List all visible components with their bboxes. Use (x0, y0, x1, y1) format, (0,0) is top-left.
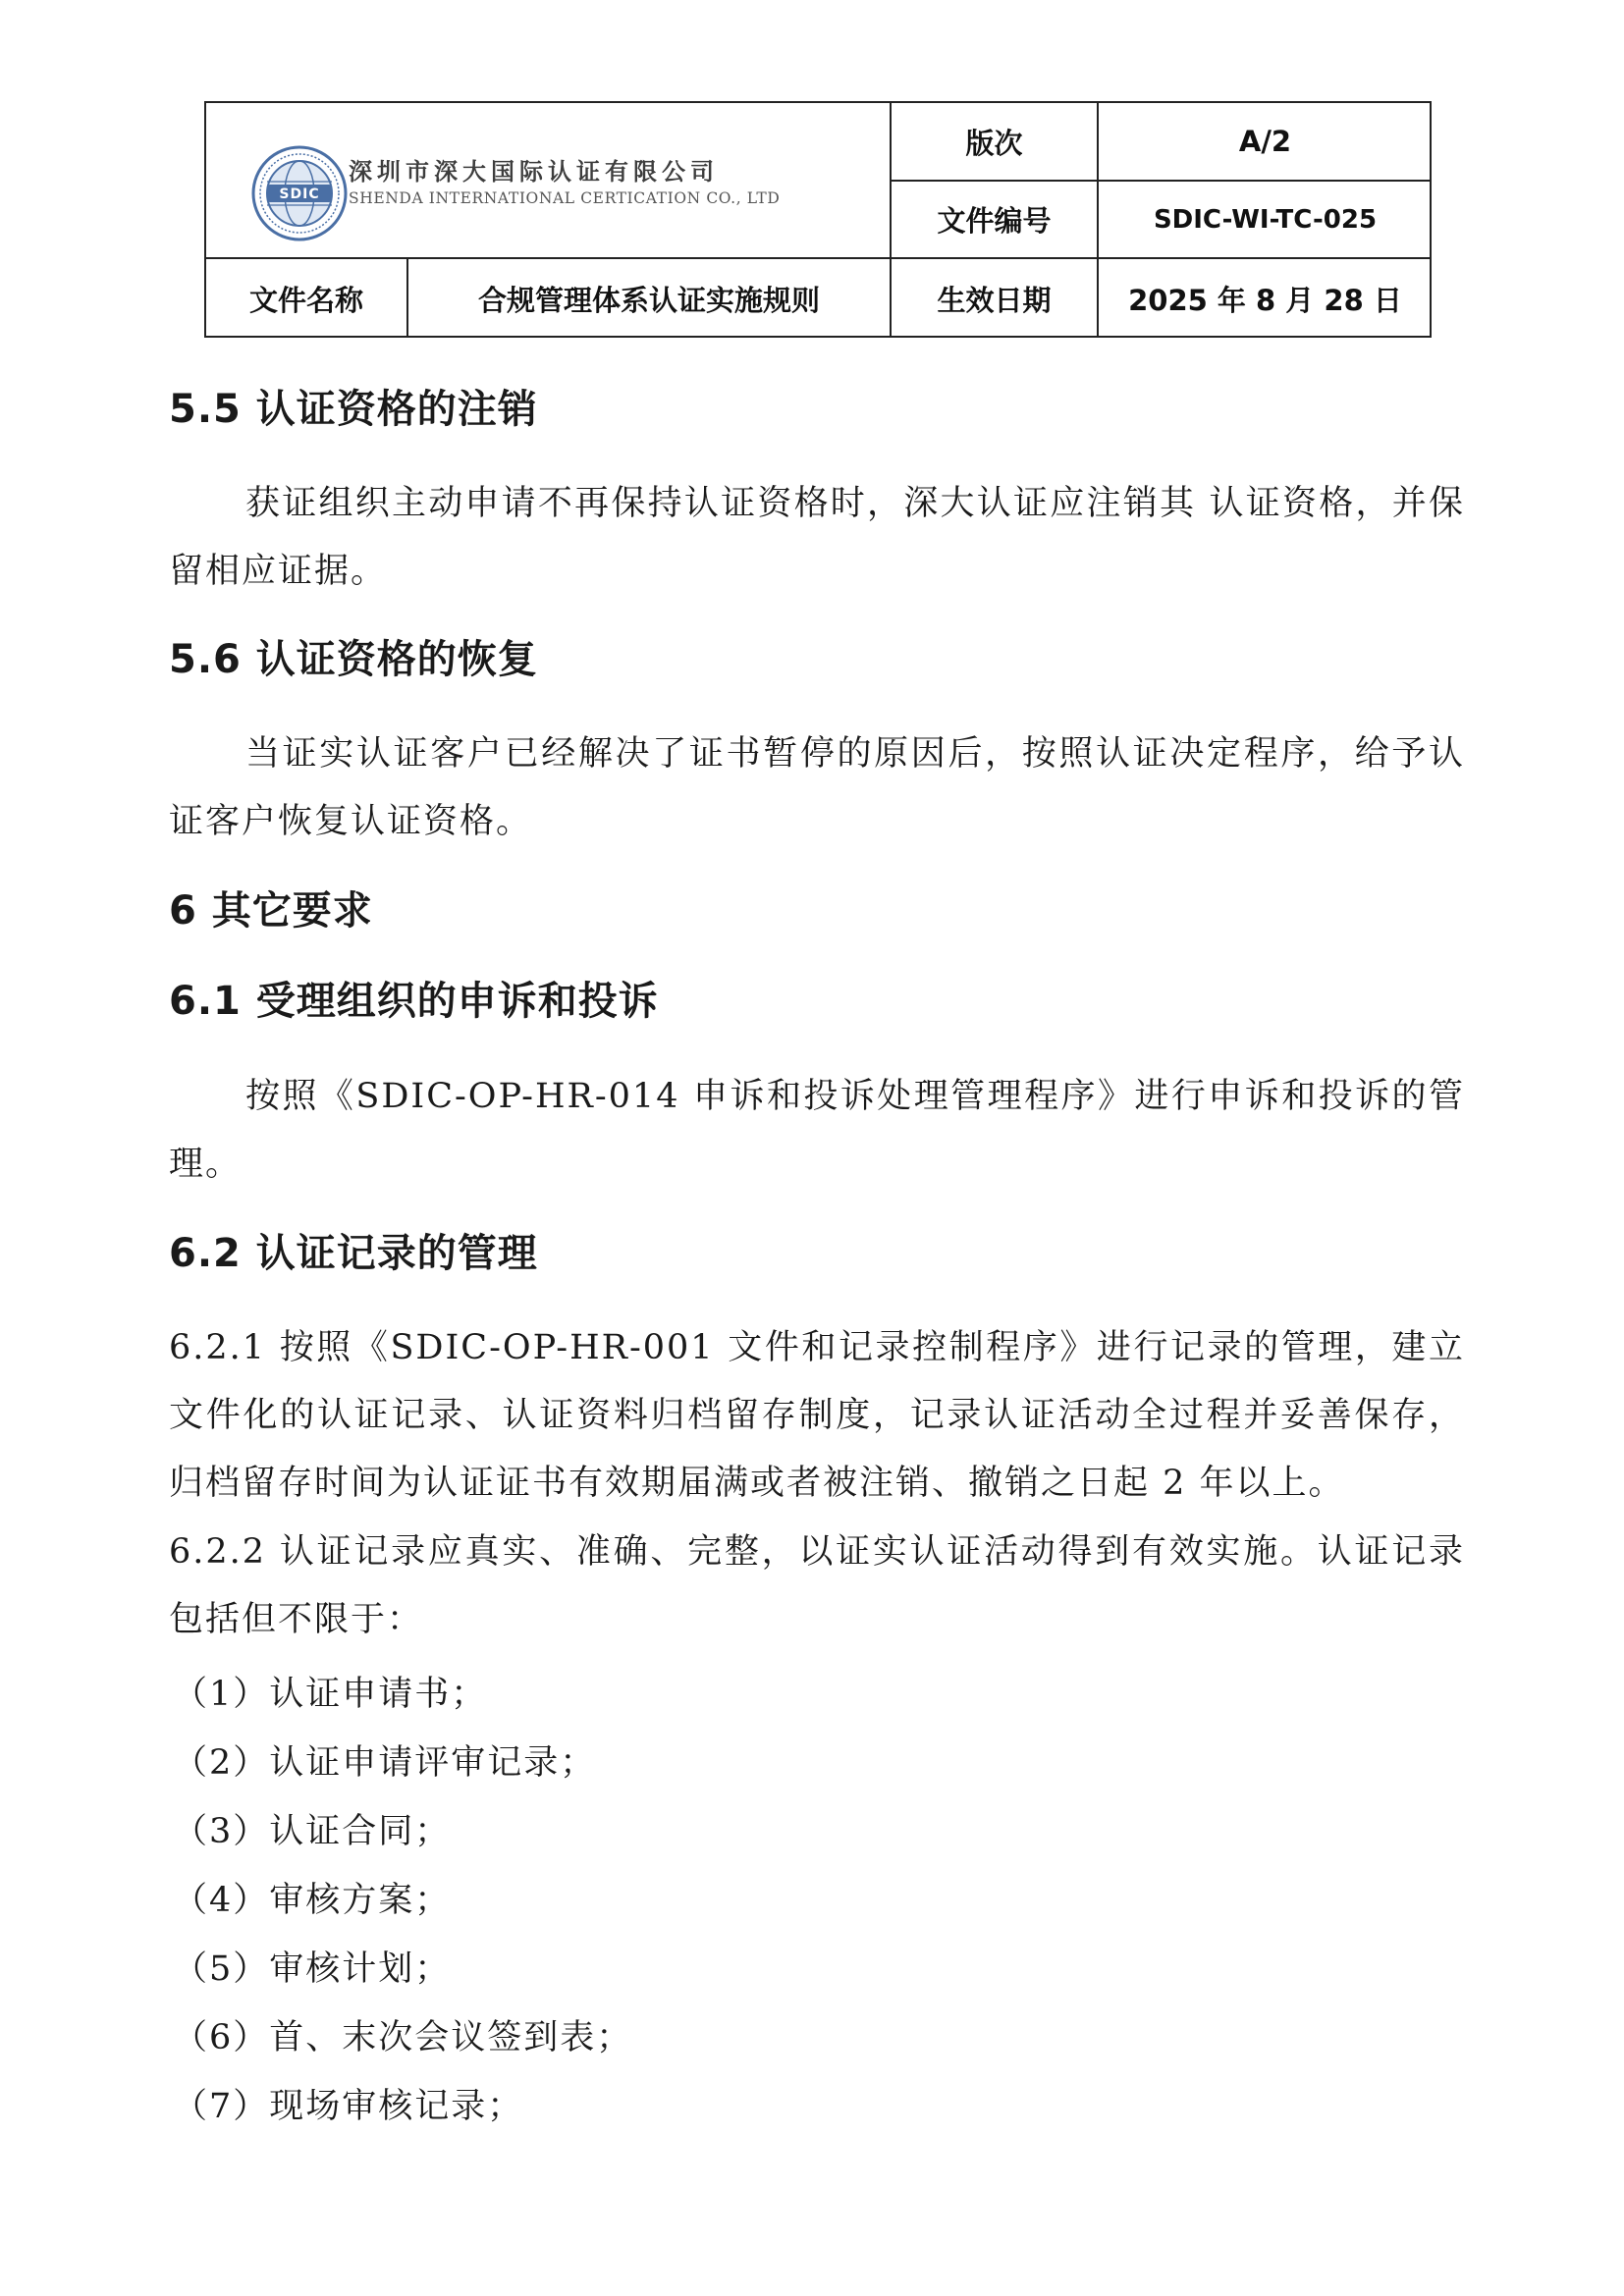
section-6-1-paragraph: 按照《SDIC-OP-HR-014 申诉和投诉处理管理程序》进行申诉和投诉的管理。 (169, 1077, 1465, 1184)
company-name-en: SHENDA INTERNATIONAL CERTICATION CO., LTD (349, 189, 781, 207)
company-logo (206, 103, 892, 257)
section-6-title: 6 其它要求 (169, 888, 373, 934)
section-6-2-2-paragraph: 6.2.2 认证记录应真实、准确、完整，以证实认证活动得到有效实施。认证记录包括但不限于： (169, 1532, 1465, 1639)
section-5-6-title: 5.6 认证资格的恢复 (169, 637, 538, 682)
doc-name-label: 文件名称 (248, 283, 363, 317)
section-6-1-title: 6.1 受理组织的申诉和投诉 (169, 979, 659, 1024)
doc-number-value: SDIC-WI-TC-025 (1153, 204, 1378, 235)
section-5-5-paragraph: 获证组织主动申请不再保持认证资格时，深大认证应注销其 认证资格，并保留相应证据。 (169, 484, 1465, 591)
list-item: （2）认证申请评审记录； (173, 1743, 597, 1783)
section-5-5-title: 5.5 认证资格的注销 (169, 387, 538, 432)
section-6-2-1-paragraph: 6.2.1 按照《SDIC-OP-HR-001 文件和记录控制程序》进行记录的管理，建立文件化的认证记录、认证资料归档留存制度，记录认证活动全过程并妥善保存，归档留存时间为认证证书有效期届满或者被注销、撤销之日起 2 年以上。 (169, 1328, 1465, 1503)
company-name-cn: 深圳市深大国际认证有限公司 (349, 158, 719, 186)
effective-date-value: 2025 年 8 月 28 日 (1128, 283, 1402, 317)
section-6-2-title: 6.2 认证记录的管理 (169, 1231, 538, 1276)
list-item: （6）首、末次会议签到表； (173, 2018, 633, 2057)
globe-emblem-icon (250, 144, 349, 242)
list-item: （3）认证合同； (173, 1812, 452, 1851)
document-header-table (204, 101, 1432, 338)
effective-date-label: 生效日期 (937, 283, 1052, 317)
svg-text:SDIC: SDIC (279, 187, 320, 202)
doc-name-value: 合规管理体系认证实施规则 (477, 283, 820, 317)
list-item: （4）审核方案； (173, 1881, 452, 1920)
version-label: 版次 (965, 126, 1023, 160)
list-item: （1）认证申请书； (173, 1675, 488, 1714)
version-value: A/2 (1238, 125, 1292, 158)
doc-number-label: 文件编号 (937, 204, 1052, 238)
list-item: （7）现场审核记录； (173, 2087, 524, 2126)
section-5-6-paragraph: 当证实认证客户已经解决了证书暂停的原因后，按照认证决定程序，给予认证客户恢复认证资格。 (169, 734, 1465, 841)
list-item: （5）审核计划； (173, 1949, 452, 1989)
